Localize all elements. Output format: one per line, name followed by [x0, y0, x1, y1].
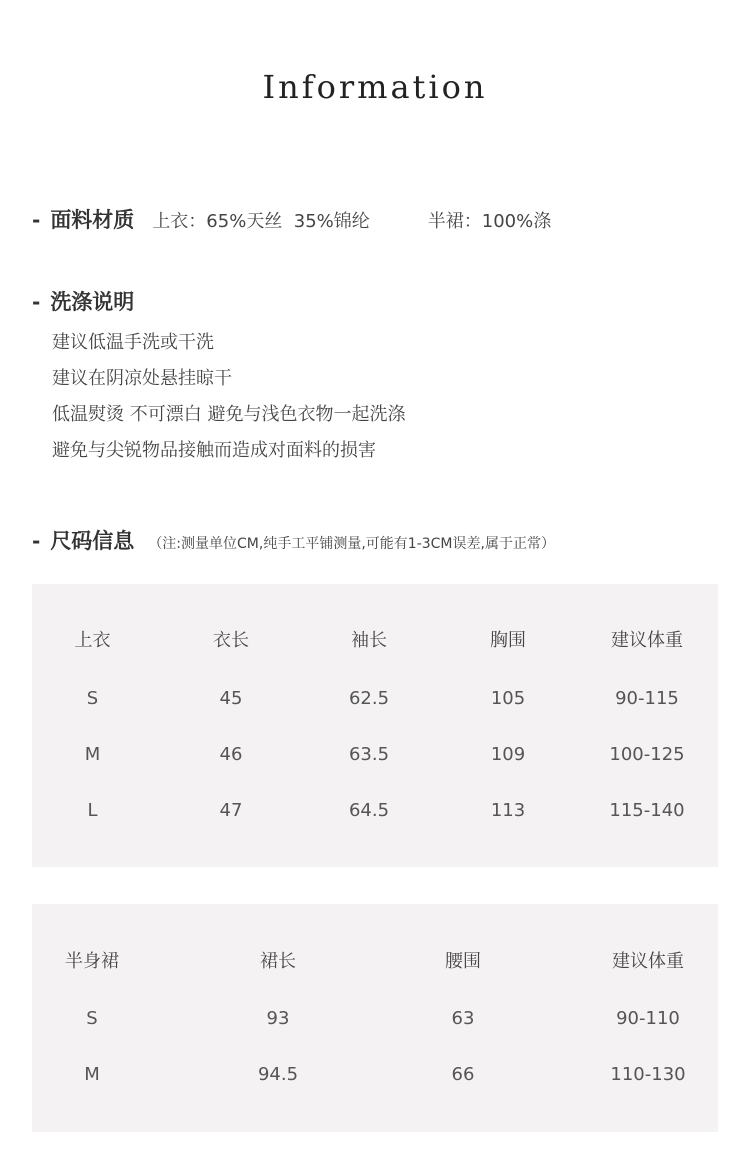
page-title: Information: [262, 68, 488, 106]
wash-line: 避免与尖锐物品接触而造成对面料的损害: [52, 440, 376, 461]
table-cell: 45: [219, 688, 243, 709]
table-cell: L: [87, 800, 98, 821]
wash-heading: 洗涤说明: [50, 290, 135, 314]
table-cell: 47: [219, 800, 243, 821]
table-row: [32, 688, 718, 709]
table-cell: 90-115: [615, 688, 679, 709]
table-cell: 105: [490, 688, 526, 709]
fabric-top-composition: 上衣：65%天丝 35%锦纶: [152, 211, 370, 232]
wash-line: 低温熨烫 不可漂白 避免与浅色衣物一起洗涤: [52, 404, 406, 425]
wash-instructions: [52, 330, 405, 474]
table-header-row: [32, 626, 718, 652]
table-cell: 64.5: [348, 800, 390, 821]
table-header-cell: 裙长: [260, 951, 296, 972]
skirt-size-table: [32, 904, 718, 1132]
table-header-cell: 上衣: [74, 630, 111, 651]
section-dash: -: [32, 208, 41, 232]
table-cell: 62.5: [348, 688, 390, 709]
table-cell: 63.5: [348, 744, 390, 765]
table-header-cell: 胸围: [490, 630, 526, 651]
fabric-heading: 面料材质: [50, 208, 135, 232]
table-header-cell: 腰围: [445, 951, 481, 972]
section-dash: -: [32, 290, 41, 314]
table-cell: 110-130: [610, 1064, 686, 1085]
top-size-table: [32, 584, 718, 867]
table-cell: 115-140: [609, 800, 685, 821]
table-cell: S: [86, 1008, 98, 1029]
wash-section: [32, 286, 134, 316]
table-cell: 90-110: [616, 1008, 680, 1029]
size-section: [32, 525, 555, 555]
table-cell: 63: [451, 1008, 475, 1029]
size-note: （注:测量单位CM,纯手工平铺测量,可能有1-3CM误差,属于正常）: [148, 536, 555, 552]
wash-line: 建议低温手洗或干洗: [52, 332, 214, 353]
table-header-cell: 建议体重: [611, 630, 683, 651]
table-cell: 109: [490, 744, 526, 765]
table-cell: M: [84, 1064, 100, 1085]
table-cell: 113: [490, 800, 526, 821]
size-heading: 尺码信息: [50, 529, 135, 553]
table-cell: 94.5: [257, 1064, 299, 1085]
table-cell: 46: [219, 744, 243, 765]
fabric-section: [32, 204, 551, 234]
table-row: [32, 800, 718, 821]
table-cell: M: [84, 744, 101, 765]
table-header-cell: 建议体重: [612, 951, 684, 972]
table-row: [32, 744, 718, 765]
wash-line: 建议在阴凉处悬挂晾干: [52, 368, 232, 389]
table-cell: 93: [266, 1008, 290, 1029]
table-cell: 66: [451, 1064, 475, 1085]
section-dash: -: [32, 529, 41, 553]
table-cell: 100-125: [609, 744, 685, 765]
table-cell: S: [86, 688, 99, 709]
fabric-skirt-composition: 半裙：100%涤: [427, 211, 552, 232]
table-header-cell: 袖长: [351, 630, 387, 651]
table-header-cell: 衣长: [213, 630, 249, 651]
table-header-cell: 半身裙: [65, 951, 119, 972]
